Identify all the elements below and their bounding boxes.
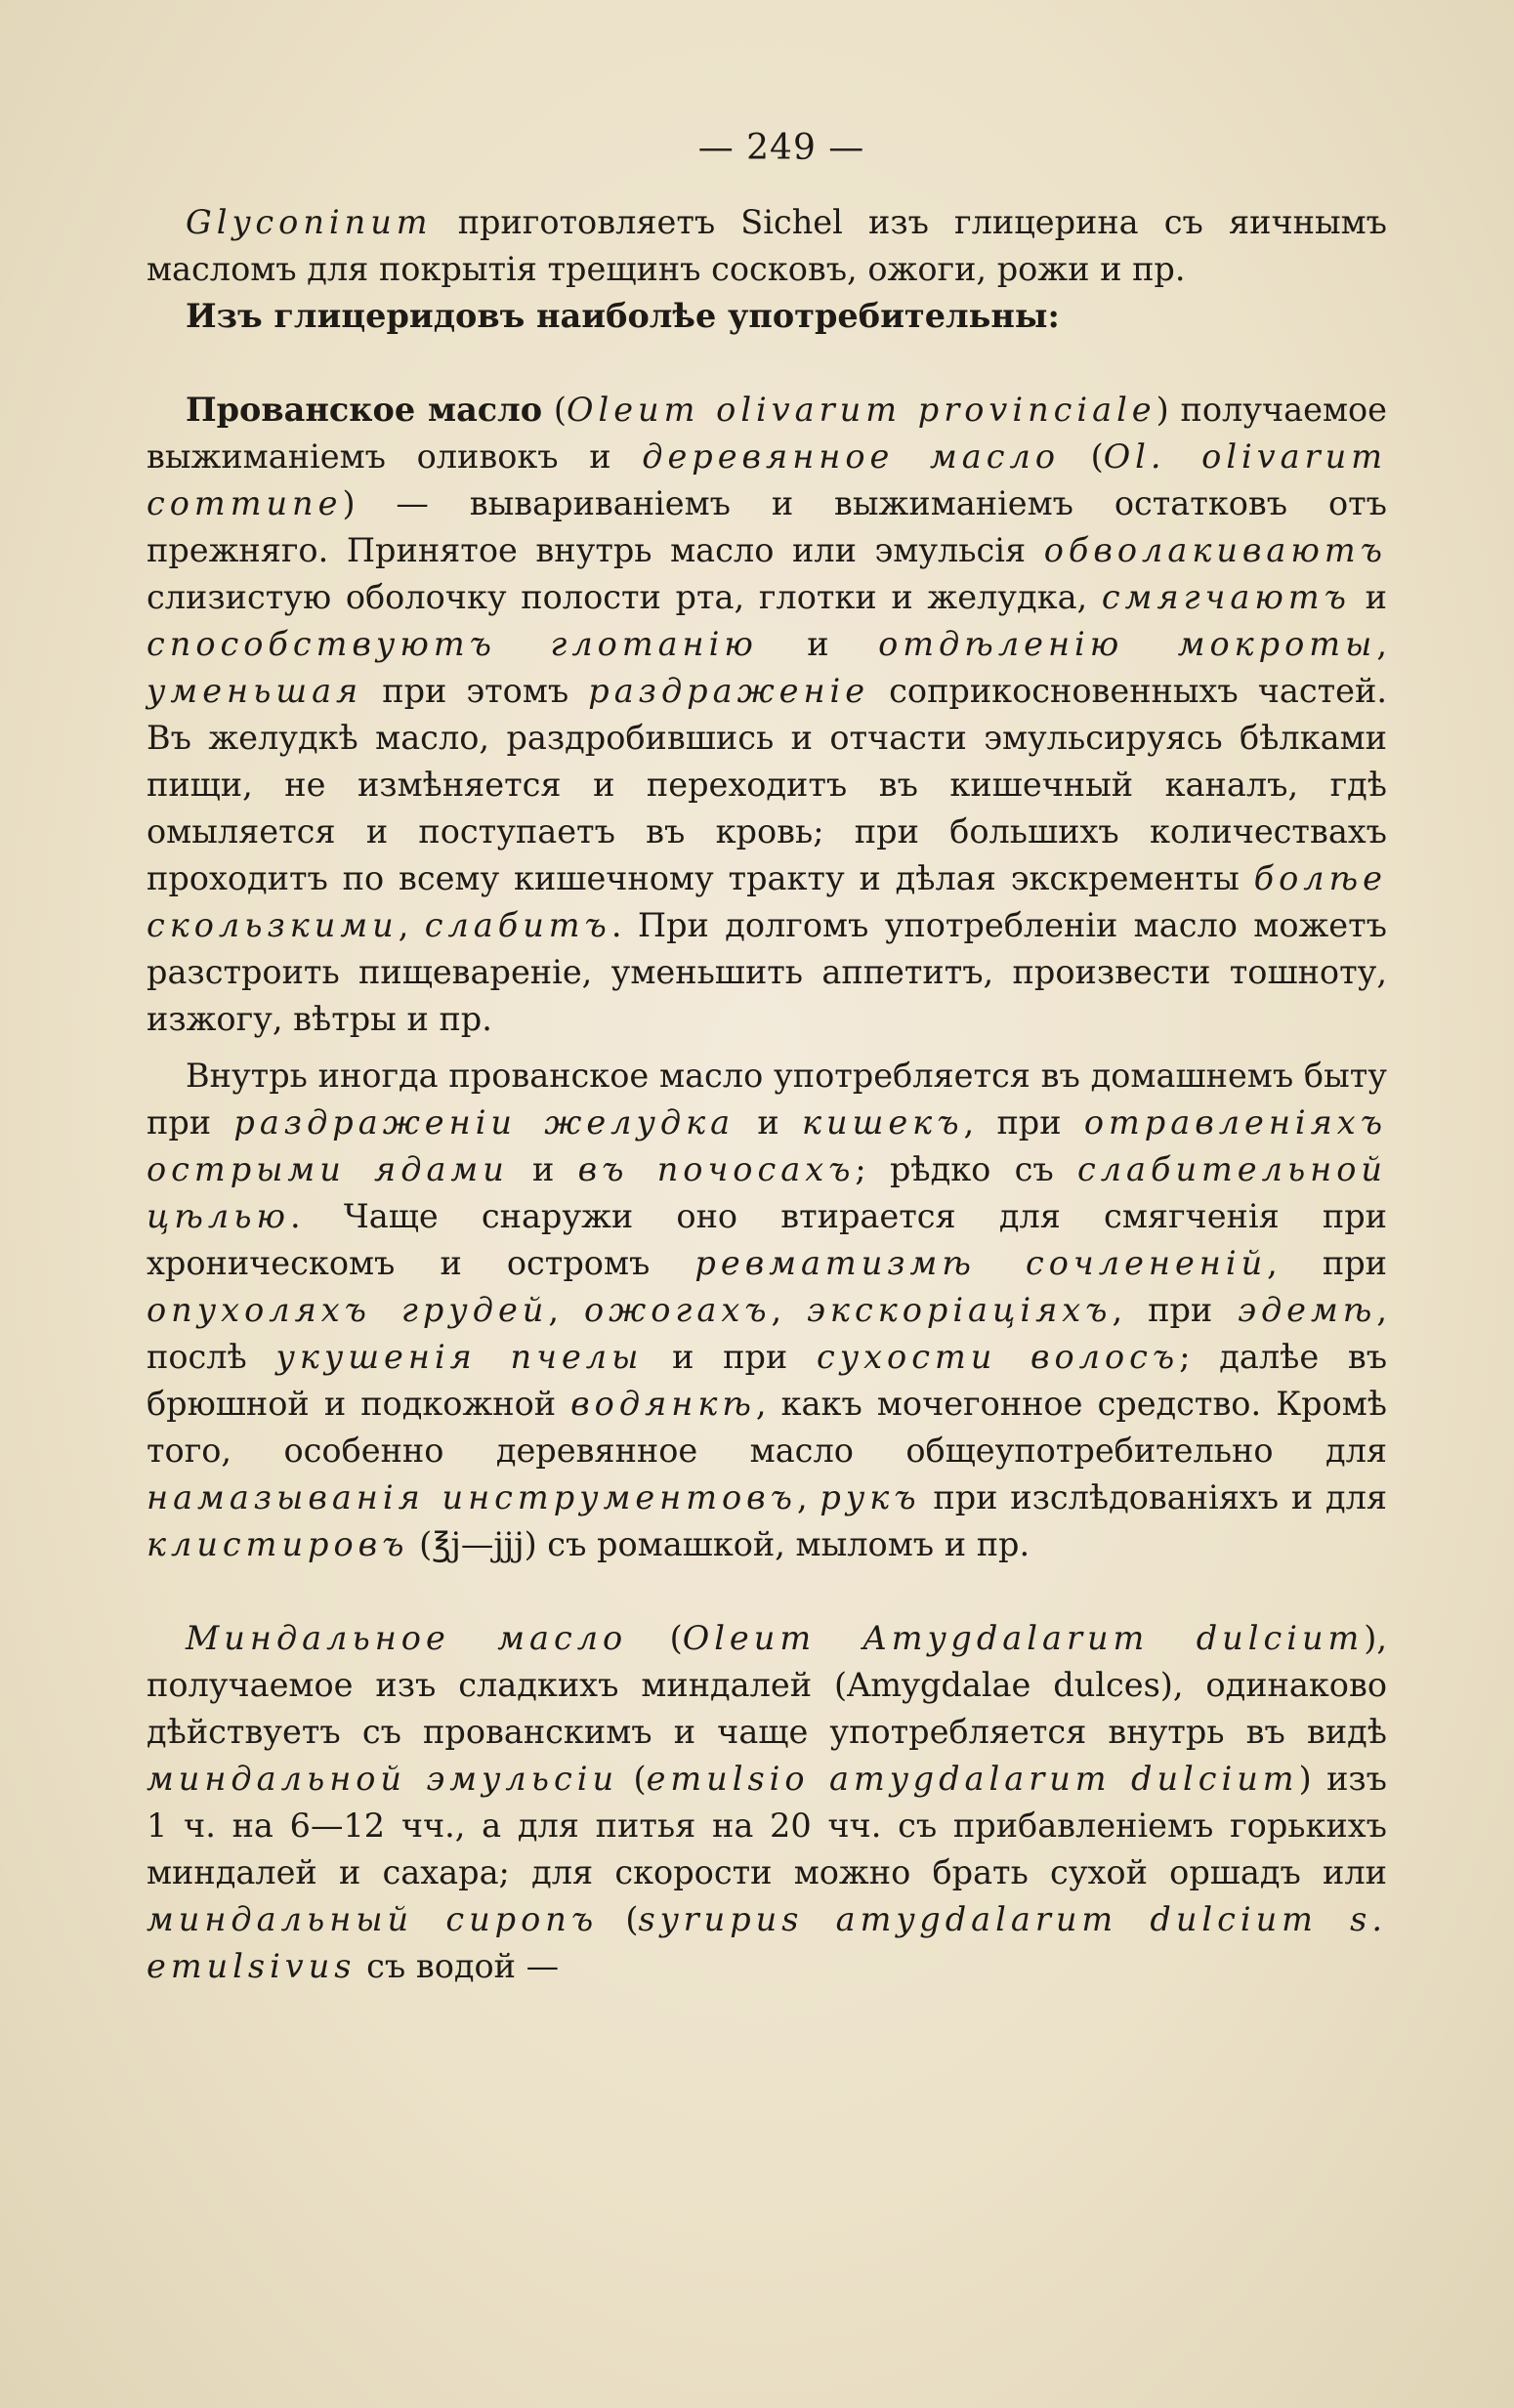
spacer [147,1568,1387,1615]
emphasis: болѣе скользкими [147,859,1387,944]
emphasis: въ почосахъ [577,1150,856,1188]
latin-term: Oleum olivarum provinciale [567,391,1157,429]
text-span: . Чаще снаружи оно втирается для смягченія при хроническомъ и остромъ [147,1197,1387,1282]
emphasis: обволакиваютъ [1043,531,1387,569]
text-span: ; рѣдко съ [855,1150,1077,1188]
latin-term: Ol. olivarum commune [147,437,1388,522]
emphasis: водянкѣ [570,1385,756,1423]
text-span: , [398,906,425,944]
spacer [147,340,1387,387]
text-span: , послѣ [147,1291,1387,1376]
text-span: , какъ мочегонное средство. Кромѣ того, особенно деревянное масло общеупотребительно для [147,1385,1387,1470]
text-span: ( [618,1760,647,1798]
emphasis: способствуютъ глотанію [147,625,758,663]
text-span: , при [1112,1291,1239,1329]
emphasis: миндальный сиропъ [147,1900,599,1938]
emphasis: ожогахъ [584,1291,772,1329]
spacer [147,1043,1387,1053]
text-span: и [757,625,879,663]
emphasis: клистировъ [147,1525,409,1563]
text-block [147,125,1387,1990]
latin-term: Oleum Amygdalarum dulcium [682,1619,1365,1657]
paragraph-almond-oil [147,1615,1387,1990]
emphasis: намазыванія инструментовъ [147,1478,798,1516]
text-span: , [797,1478,820,1516]
text-span: и при [643,1338,817,1376]
text-span: ) — вывариваніемъ и выжиманіемъ остатковъ отъ прежняго. Принятое внутрь масло или эмульсія [147,484,1387,569]
text-span: ) получаемое выжиманіемъ оливокъ и [147,391,1387,476]
emphasis: слабительной цѣлью [147,1150,1387,1235]
text-span: приготовляетъ Sichel изъ глицерина съ яичнымъ масломъ для покрытія трещинъ сосковъ, ожоги, рожи и пр. [147,203,1387,288]
page-number: — 249 — [697,128,865,168]
heading-provencal-oil: Прованское масло [186,391,543,429]
text-span: съ водой — [356,1947,560,1985]
text-span: ( [1060,437,1104,476]
emphasis: сухости волосъ [816,1338,1180,1376]
paragraph-intro: Изъ глицеридовъ наиболѣе употребительны: [186,297,1060,335]
text-span: , [771,1291,808,1329]
emphasis: раздраженіе [588,672,870,710]
text-span: и [1350,578,1387,616]
text-span: , [548,1291,584,1329]
emphasis: укушенія пчелы [275,1338,644,1376]
emphasis: миндальной эмульсіи [147,1760,619,1798]
latin-term: emulsio amygdalarum dulcium [646,1760,1299,1798]
text-span: , [1376,625,1387,663]
emphasis: смягчаютъ [1101,578,1351,616]
term-wood-oil: деревянное масло [642,437,1060,476]
text-span: ( [542,391,568,429]
latin-term: syrupus amygdalarum dulcium s. emulsivus [147,1900,1388,1985]
paragraph-glyconinum [147,199,1387,293]
text-span: . При долгомъ употребленіи масло можетъ разстроить пищевареніе, уменьшить аппетитъ, произвести тошноту, изжогу, вѣтры и пр. [147,906,1387,1038]
emphasis: уменьшая [147,672,363,710]
emphasis: отравленіяхъ острыми ядами [147,1103,1388,1188]
emphasis: ревматизмѣ сочлененій [694,1244,1268,1282]
text-span: ( [598,1900,639,1938]
text-span: (℥j—jjj) съ ромашкой, мыломъ и пр. [408,1525,1030,1563]
emphasis: кишекъ [802,1103,964,1142]
text-span: , при [963,1103,1084,1142]
emphasis: рукъ [820,1478,921,1516]
emphasis: раздраженіи желудка [233,1103,736,1142]
text-span: ) изъ 1 ч. на 6—12 чч., а для питья на 20 чч. съ прибавленіемъ горькихъ миндалей и сахара; для скорости можно брать сухой оршадъ или [147,1760,1387,1891]
emphasis: слабитъ [424,906,611,944]
text-span: при этомъ [362,672,589,710]
text-span: и [508,1150,578,1188]
emphasis: экскоріаціяхъ [807,1291,1113,1329]
emphasis: эдемѣ [1238,1291,1377,1329]
term-glyconinum: Glyconinum [186,203,433,241]
emphasis: отдѣленію мокроты [878,625,1377,663]
paragraph-internal-use [147,1053,1387,1568]
text-span: ), получаемое изъ сладкихъ миндалей (Amygdalae dulces), одинаково дѣйствуетъ съ прованскимъ и чаще употребляется внутрь въ видѣ [147,1619,1388,1751]
text-span: слизистую оболочку полости рта, глотки и желудка, [147,578,1102,616]
heading-almond-oil: Миндальное масло [186,1619,628,1657]
text-span: и [735,1103,803,1142]
text-span: ; далѣе въ брюшной и подкожной [147,1338,1388,1423]
paragraph-provencal-oil [147,387,1387,1043]
text-span: соприкосновенныхъ частей. Въ желудкѣ масло, раздробившись и отчасти эмульсируясь бѣлками пищи, не измѣняется и переходитъ въ кишечный каналъ, гдѣ омыляется и поступаетъ въ кровь; при большихъ количествахъ проходитъ по всему кишечному тракту и дѣлая экскременты [147,672,1387,897]
text-span: Внутрь иногда прованское масло употребляется въ домашнемъ быту при [147,1057,1387,1142]
emphasis: опухоляхъ грудей [147,1291,549,1329]
text-span: при изслѣдованіяхъ и для [920,1478,1387,1516]
text-span: ( [627,1619,683,1657]
text-span: , при [1267,1244,1387,1282]
